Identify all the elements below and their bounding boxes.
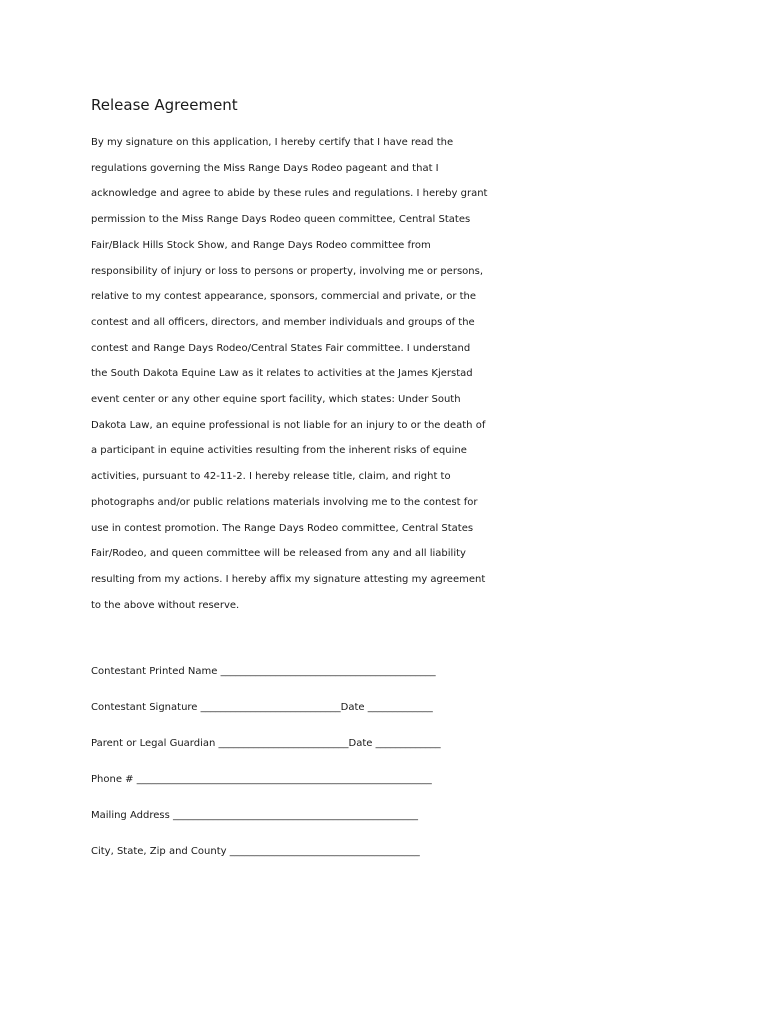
phone-field: Phone # ___________________________________________________________ [91,774,432,785]
agreement-line: acknowledge and agree to abide by these rules and regulations. I hereby grant [91,188,488,200]
agreement-line: relative to my contest appearance, sponsors, commercial and private, or the [91,291,477,303]
mailing-address-field: Mailing Address _________________________________________________ [91,810,418,821]
agreement-line: regulations governing the Miss Range Days Rodeo pageant and that I [91,162,439,174]
agreement-line: to the above without reserve. [91,599,240,611]
agreement-line: use in contest promotion. The Range Days Rodeo committee, Central States [91,522,474,534]
parent-guardian-field: Parent or Legal Guardian __________________________Date _____________ [91,738,441,749]
city-state-zip-county-field: City, State, Zip and County ______________________________________ [91,846,420,857]
signature-form [91,662,691,878]
agreement-line: resulting from my actions. I hereby affix my signature attesting my agreement [91,573,486,585]
agreement-line: a participant in equine activities resulting from the inherent risks of equine [91,445,467,457]
contestant-signature-field: Contestant Signature ____________________________Date _____________ [91,702,433,713]
agreement-line: responsibility of injury or loss to persons or property, involving me or persons, [91,265,484,277]
agreement-line: activities, pursuant to 42-11-2. I hereby release title, claim, and right to [91,471,451,483]
agreement-line: Fair/Black Hills Stock Show, and Range Days Rodeo committee from [91,239,431,251]
agreement-line: By my signature on this application, I hereby certify that I have read the [91,137,454,148]
agreement-line: permission to the Miss Range Days Rodeo queen committee, Central States [91,214,471,226]
agreement-line: contest and all officers, directors, and member individuals and groups of the [91,316,475,328]
agreement-line: photographs and/or public relations materials involving me to the contest for [91,496,478,508]
contestant-printed-name-field: Contestant Printed Name ___________________________________________ [91,666,436,677]
document-title: Release Agreement [91,96,238,114]
agreement-line: Dakota Law, an equine professional is not liable for an injury to or the death of [91,419,486,431]
agreement-line: event center or any other equine sport facility, which states: Under South [91,394,461,406]
agreement-line: Fair/Rodeo, and queen committee will be released from any and all liability [91,548,466,560]
agreement-line: the South Dakota Equine Law as it relates to activities at the James Kjerstad [91,368,473,380]
agreement-line: contest and Range Days Rodeo/Central States Fair committee. I understand [91,342,471,354]
agreement-body [91,130,691,618]
